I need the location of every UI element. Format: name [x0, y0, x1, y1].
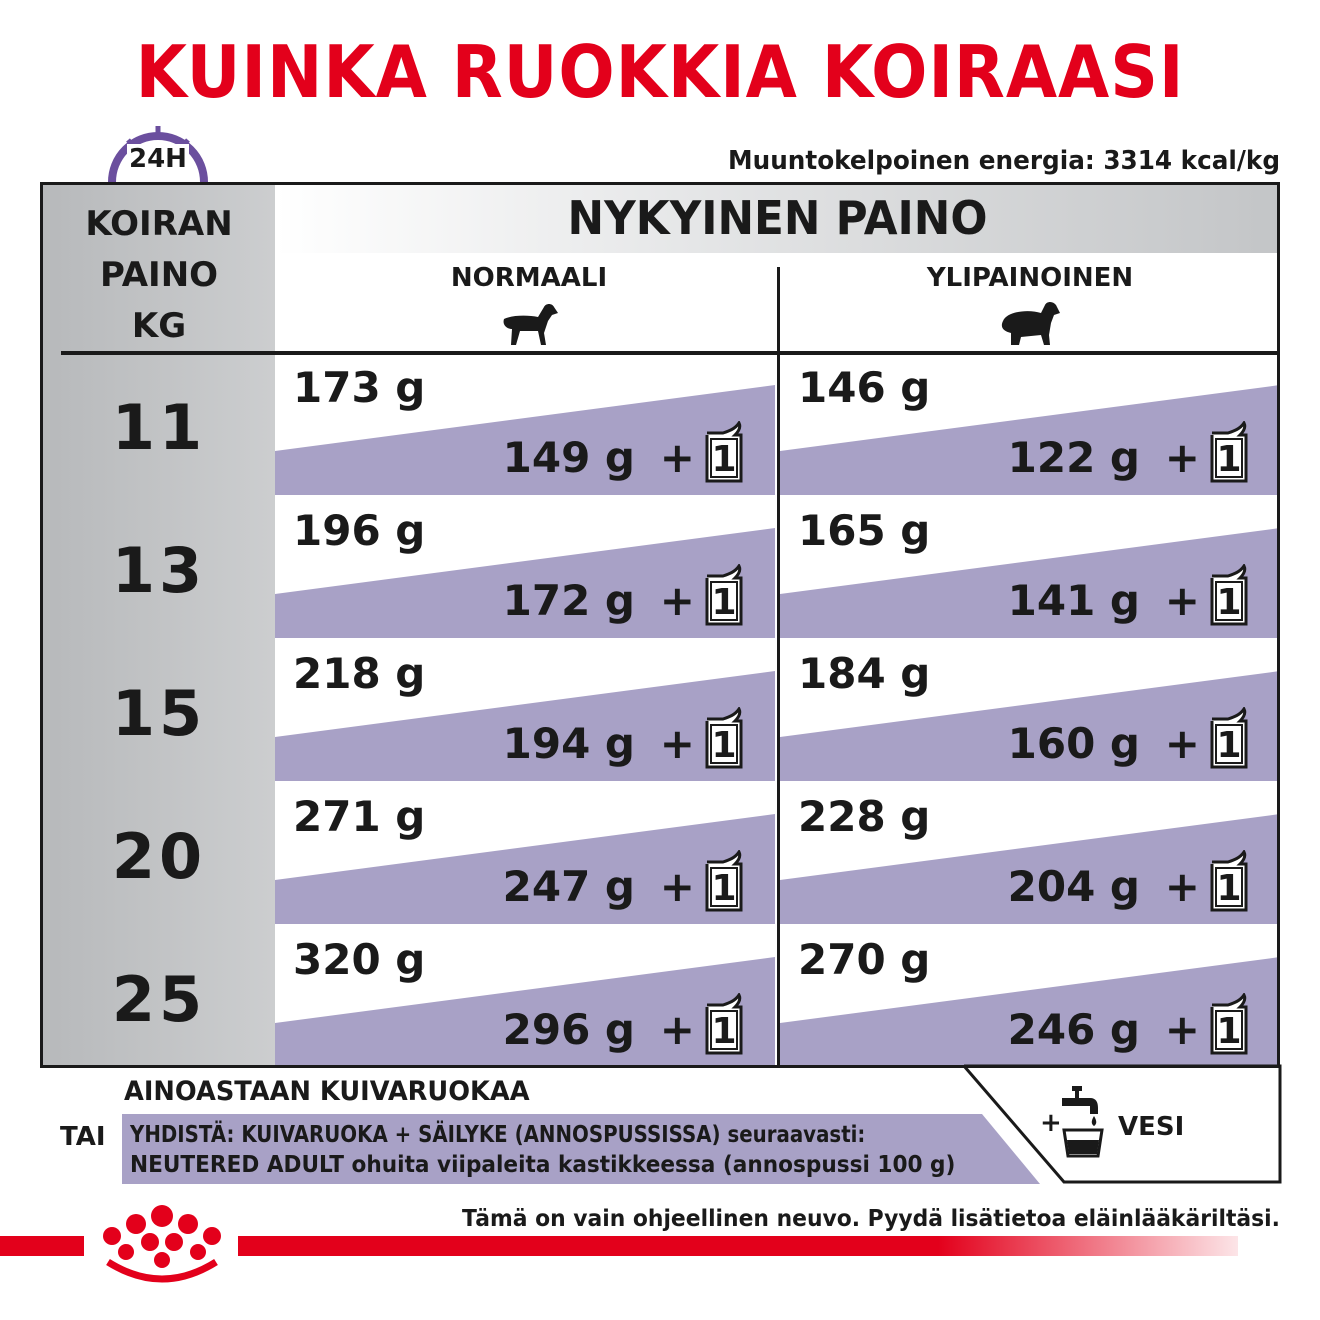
dog-weight-kg: 13 — [111, 534, 207, 607]
legend-combine-line2: NEUTERED ADULT ohuita viipaleita kastikkeessa (annospussi 100 g) — [130, 1152, 956, 1178]
feeding-cell-overweight — [780, 784, 1280, 924]
dog-weight-header-line: KG — [131, 306, 187, 346]
mixed-dry-amount: 122 g — [1007, 433, 1140, 482]
pouch-count: 1 — [711, 439, 737, 480]
brand-line-right — [238, 1236, 1238, 1256]
plus-sign: + — [1164, 719, 1200, 768]
pouch-count: 1 — [711, 725, 737, 766]
mixed-dry-amount: 149 g — [502, 433, 635, 482]
feeding-cell-normal — [275, 355, 775, 495]
dog-weight-kg: 20 — [111, 820, 207, 893]
dog-weight-header — [43, 199, 275, 352]
pouch-count: 1 — [1216, 439, 1242, 480]
dog-weight-header-line: PAINO — [99, 255, 219, 295]
feeding-cell-overweight — [780, 927, 1280, 1067]
advice-note: Tämä on vain ohjeellinen neuvo. Pyydä lisätietoa eläinlääkäriltäsi. — [462, 1206, 1280, 1232]
dry-food-amount: 228 g — [798, 792, 931, 841]
dry-food-amount: 320 g — [293, 935, 426, 984]
plus-sign: + — [659, 862, 695, 911]
mixed-dry-amount: 160 g — [1007, 719, 1140, 768]
water-tap-icon — [1058, 1086, 1104, 1158]
legend-combine-line1: YHDISTÄ: KUIVARUOKA + SÄILYKE (ANNOSPUSSISSA) seuraavasti: — [130, 1122, 866, 1148]
legend-or: TAI — [60, 1122, 106, 1152]
feeding-cell-overweight — [780, 498, 1280, 638]
legend-only-dry: AINOASTAAN KUIVARUOKAA — [124, 1076, 530, 1107]
dog-weight-kg: 25 — [111, 963, 207, 1036]
column-header-normal — [279, 263, 779, 349]
mixed-dry-amount: 172 g — [502, 576, 635, 625]
energy-info: Muuntokelpoinen energia: 3314 kcal/kg — [728, 146, 1280, 176]
water-plus: + — [1040, 1108, 1062, 1138]
column-label: YLIPAINOINEN — [926, 263, 1134, 293]
pouch-count: 1 — [711, 1011, 737, 1052]
pouch-count: 1 — [1216, 725, 1242, 766]
feeding-cell-overweight — [780, 641, 1280, 781]
pouch-count: 1 — [711, 582, 737, 623]
mixed-dry-amount: 247 g — [502, 862, 635, 911]
dog-weight-kg: 15 — [111, 677, 207, 750]
dry-food-amount: 270 g — [798, 935, 931, 984]
plus-sign: + — [659, 576, 695, 625]
mixed-dry-amount: 296 g — [502, 1005, 635, 1054]
dry-food-amount: 271 g — [293, 792, 426, 841]
dry-food-amount: 184 g — [798, 649, 931, 698]
dry-food-amount: 165 g — [798, 506, 931, 555]
feeding-cell-overweight — [780, 355, 1280, 495]
feeding-cell-normal — [275, 641, 775, 781]
plus-sign: + — [659, 433, 695, 482]
dry-food-amount: 196 g — [293, 506, 426, 555]
feeding-cell-normal — [275, 498, 775, 638]
overweight-dog-icon — [999, 299, 1061, 349]
plus-sign: + — [1164, 576, 1200, 625]
plus-sign: + — [659, 719, 695, 768]
dog-weight-header-line: KOIRAN — [85, 204, 233, 244]
dry-food-amount: 146 g — [798, 363, 931, 412]
pouch-count: 1 — [711, 868, 737, 909]
plus-sign: + — [1164, 862, 1200, 911]
pouch-count: 1 — [1216, 582, 1242, 623]
mixed-dry-amount: 246 g — [1007, 1005, 1140, 1054]
dry-food-amount: 173 g — [293, 363, 426, 412]
plus-sign: + — [659, 1005, 695, 1054]
feeding-cell-normal — [275, 927, 775, 1067]
feeding-cell-normal — [275, 784, 775, 924]
current-weight-header: NYKYINEN PAINO — [567, 191, 988, 245]
royal-canin-crown-logo — [92, 1204, 232, 1284]
water-label: VESI — [1118, 1112, 1185, 1142]
dog-weight-kg: 11 — [111, 391, 207, 464]
dry-food-amount: 218 g — [293, 649, 426, 698]
clock-label: 24H — [129, 144, 187, 174]
normal-dog-icon — [498, 299, 560, 349]
brand-line-left — [0, 1236, 84, 1256]
column-header-overweight — [780, 263, 1280, 349]
mixed-dry-amount: 204 g — [1007, 862, 1140, 911]
plus-sign: + — [1164, 1005, 1200, 1054]
page-title: KUINKA RUOKKIA KOIRAASI — [135, 30, 1185, 114]
mixed-dry-amount: 194 g — [502, 719, 635, 768]
feeding-table — [40, 182, 1280, 1068]
pouch-count: 1 — [1216, 868, 1242, 909]
plus-sign: + — [1164, 433, 1200, 482]
column-label: NORMAALI — [450, 263, 608, 293]
mixed-dry-amount: 141 g — [1007, 576, 1140, 625]
pouch-count: 1 — [1216, 1011, 1242, 1052]
